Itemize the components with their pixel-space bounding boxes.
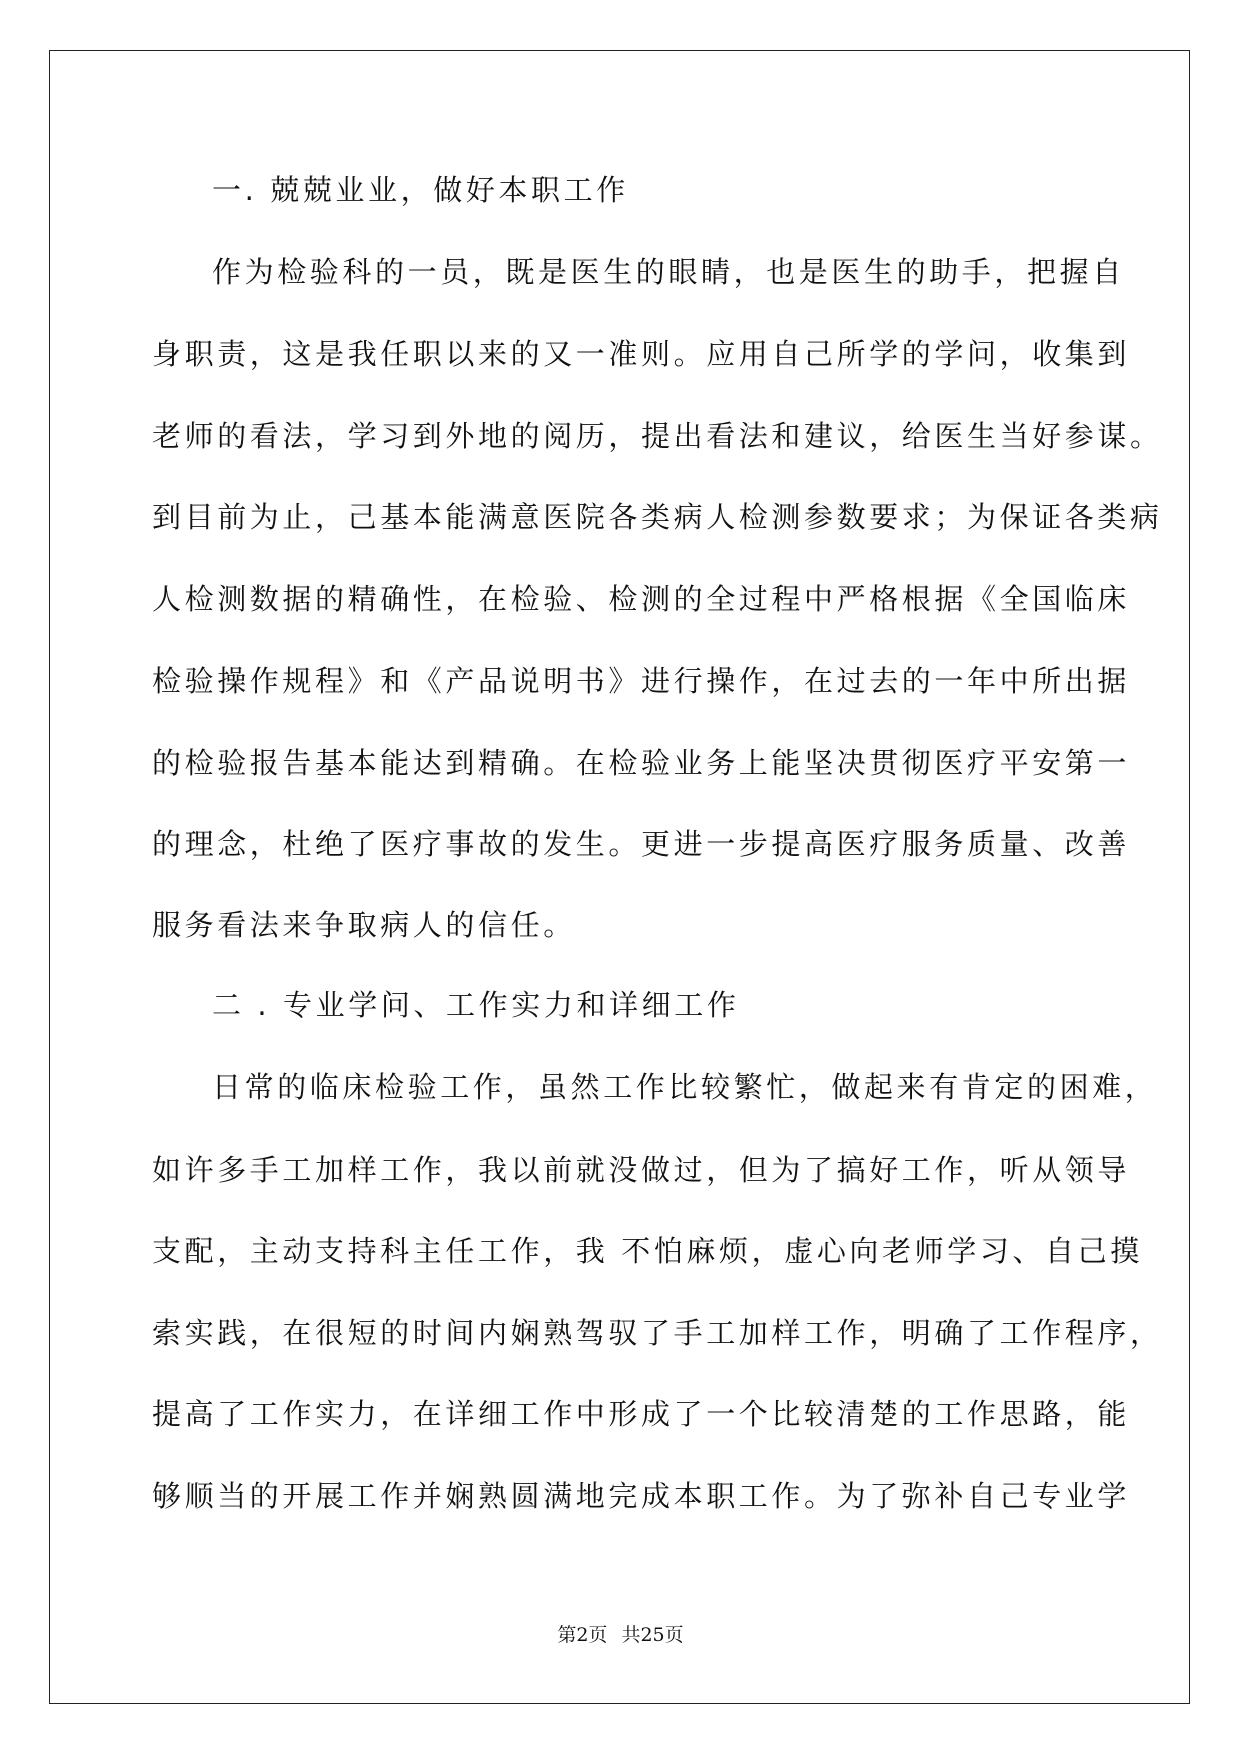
paragraph-line: 索实践，在很短的时间内娴熟驾驭了手工加样工作，明确了工作程序， (152, 1316, 1163, 1350)
paragraph-line: 服务看法来争取病人的信任。 (152, 908, 576, 942)
paragraph-line: 身职责，这是我任职以来的又一准则。应用自己所学的学问，收集到 (152, 337, 1131, 371)
paragraph-line: 的检验报告基本能达到精确。在检验业务上能坚决贯彻医疗平安第一 (152, 746, 1131, 780)
page-number: 第2页 (557, 1624, 608, 1646)
paragraph-line: 的理念，杜绝了医疗事故的发生。更进一步提高医疗服务质量、改善 (152, 827, 1131, 861)
page-border (49, 50, 1190, 1704)
paragraph-line: 提高了工作实力，在详细工作中形成了一个比较清楚的工作思路，能 (152, 1397, 1131, 1431)
paragraph-line: 够顺当的开展工作并娴熟圆满地完成本职工作。为了弥补自己专业学 (152, 1479, 1131, 1513)
paragraph-line: 检验操作规程》和《产品说明书》进行操作，在过去的一年中所出据 (152, 664, 1131, 698)
paragraph-line: 作为检验科的一员，既是医生的眼睛，也是医生的助手，把握自 (212, 255, 1125, 289)
paragraph-line: 人检测数据的精确性，在检验、检测的全过程中严格根据《全国临床 (152, 582, 1131, 616)
paragraph-line: 如许多手工加样工作，我以前就没做过，但为了搞好工作，听从领导 (152, 1153, 1131, 1187)
section-heading-1: 一. 兢兢业业，做好本职工作 (212, 173, 629, 207)
paragraph-line: 老师的看法，学习到外地的阅历，提出看法和建议，给医生当好参谋。 (152, 419, 1163, 453)
paragraph-line: 到目前为止，己基本能满意医院各类病人检测参数要求；为保证各类病 (152, 500, 1163, 534)
page-total: 共25页 (621, 1624, 684, 1646)
page-footer (0, 1620, 1241, 1647)
section-heading-2: 二 . 专业学问、工作实力和详细工作 (212, 988, 740, 1022)
paragraph-line: 支配，主动支持科主任工作，我 不怕麻烦，虚心向老师学习、自己摸 (152, 1234, 1143, 1268)
paragraph-line: 日常的临床检验工作，虽然工作比较繁忙，做起来有肯定的困难， (212, 1070, 1158, 1104)
